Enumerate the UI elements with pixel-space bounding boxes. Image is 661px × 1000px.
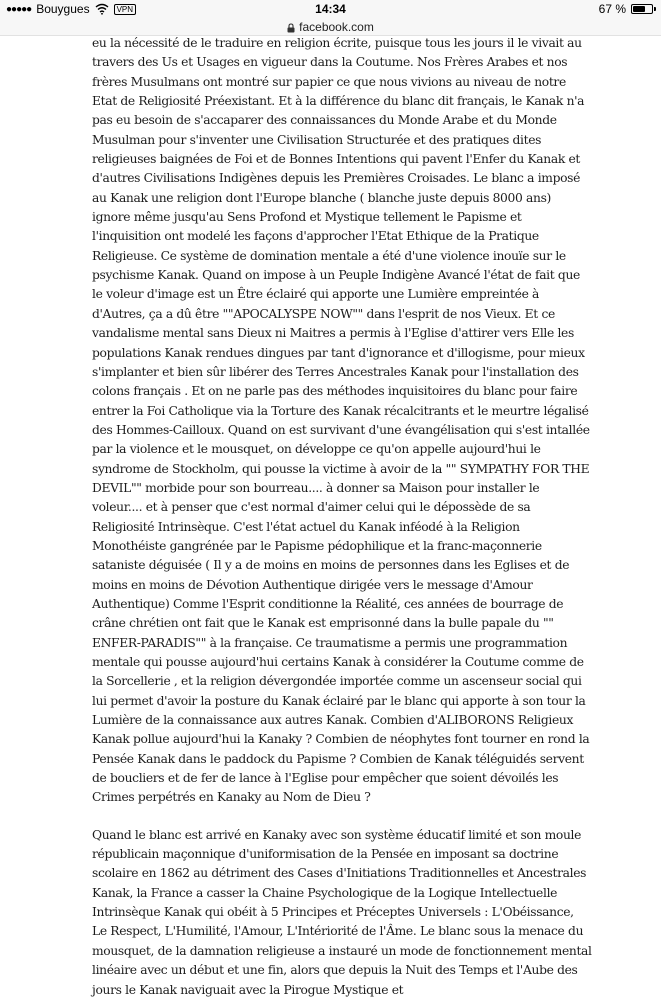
carrier-name: Bouygues	[36, 2, 90, 16]
article-paragraph: eu la nécessité de le traduire en religion écrite, puisque tous les jours il le vivait au travers des Us et Usages en vigueur dans la Coutume. Nos Frères Arabes et nos frères Musulmans ont montré sur papier ce que nous vivions au niveau de notre Etat de Religiosité Préexistant. Et à la différence du blanc dit français, le Kanak n'a pas eu besoin de s'accaparer des connaissances du Monde Arabe et du Monde Musulman pour s'inventer une Civilisation Structurée et des pratiques dites religieuses baignées de Foi et de Bonnes Intentions qui pavent l'Enfer du Kanak et d'autres Civilisations Indigènes depuis les Premières Croisades. Le blanc a imposé au Kanak une religion dont l'Europe blanche ( blanche juste depuis 8000 ans) ignore même jusqu'au Sens Profond et Mystique tellement le Papisme et l'inquisition ont modelé les façons d'approcher l'Etat Ethique de la Pratique Religieuse. Ce système de domination mentale a été d'une violence inouïe sur le psychisme Kanak. Quand on impose à un Peuple Indigène Avancé l'état de fait que le voleur d'image est un Être éclairé qui apporte une Lumière empreintée à d'Autres, ça a dû être ""APOCALYSPE NOW"" dans l'esprit de nos Vieux. Et ce vandalisme mental sans Dieux ni Maitres a permis à l'Eglise d'attirer vers Elle les populations Kanak rendues dingues par tant d'ignorance et d'illogisme, pour mieux s'implanter et bien sûr libérer des Terres Ancestrales Kanak pour l'installation des colons français . Et on ne parle pas des méthodes inquisitoires du blanc pour faire entrer la Foi Catholique via la Torture des Kanak récalcitrants et le meurtre légalisé des Hommes-Cailloux. Quand on est survivant d'une évangélisation qui s'est intallée par la violence et le mousquet, on développe ce qu'on appelle aujourd'hui le syndrome de Stockholm, qui pousse la victime à avoir de la "" SYMPATHY FOR THE DEVIL"" morbide pour son bourreau.... à donner sa Maison pour installer le voleur.... et à penser que c'est normal d'aimer celui qui le dépossède de sa Religiosité Intrinsèque. C'est l'état actuel du Kanak inféodé à la Religion Monothéiste gangrénée par le Papisme pédophilique et la franc-maçonnerie sataniste déguisée ( Il y a de moins en moins de personnes dans les Eglises et de moins en moins de Dévotion Authentique dirigée vers le message d'Amour Authentique) Comme l'Esprit conditionne la Réalité, ces années de bourrage de crâne chrétien ont fait que le Kanak est emprisonné dans la bulle papale du "" ENFER-PARADIS"" à la française. Ce traumatisme a permis une programmation mentale qui pousse aujourd'hui certains Kanak à considérer la Coutume comme de la Sorcellerie , et la religion dévergondée importée comme un ascenseur social qui lui permet d'avoir la posture du Kanak éclairé par le blanc qui apporte à son tour la Lumière de la connaissance aux autres Kanak. Combien d'ALIBORONS Religieux Kanak pollue aujourd'hui la Kanaky ? Combien de néophytes font tourner en rond la Pensée Kanak dans le paddock du Papisme ? Combien de Kanak téléguidés servent de boucliers et de fer de lance à l'Eglise pour empêcher que soient dévoilés les Crimes perpétrés en Kanaky au Nom de Dieu ?	[92, 36, 590, 805]
battery-percentage: 67 %	[598, 2, 626, 16]
article-body	[92, 34, 592, 1000]
clock: 14:34	[315, 2, 346, 16]
status-bar	[0, 0, 661, 18]
lock-icon	[287, 22, 295, 32]
paragraph-gap	[92, 808, 592, 826]
battery-icon	[631, 4, 653, 14]
battery-fill	[633, 6, 645, 12]
vpn-badge: VPN	[114, 4, 136, 15]
status-right	[599, 2, 653, 16]
battery-tip	[654, 7, 656, 11]
signal-strength-icon: ●●●●●	[6, 3, 32, 15]
page-url: facebook.com	[299, 19, 374, 34]
article-paragraph: Quand le blanc est arrivé en Kanaky avec son système éducatif limité et son moule républicain maçonnique d'uniformisation de la Pensée en imposant sa doctrine scolaire en 1862 au détriment des Cases d'Initiations Traditionnelles et Ancestrales Kanak, la France a casser la Chaine Psychologique de la Logique Intellectuelle Intrinsèque Kanak qui obéit à 5 Principes et Préceptes Universels : L'Obéissance, Le Respect, L'Humilité, l'Amour, L'Intériorité de l'Âme. Le blanc sous la menace du mousquet, de la damnation religieuse a instauré un mode de fonctionnement mental linéaire avec un début et une fin, alors que depuis la Nuit des Temps et l'Aube des jours le Kanak naviguait avec la Pirogue Mystique et	[92, 827, 592, 997]
